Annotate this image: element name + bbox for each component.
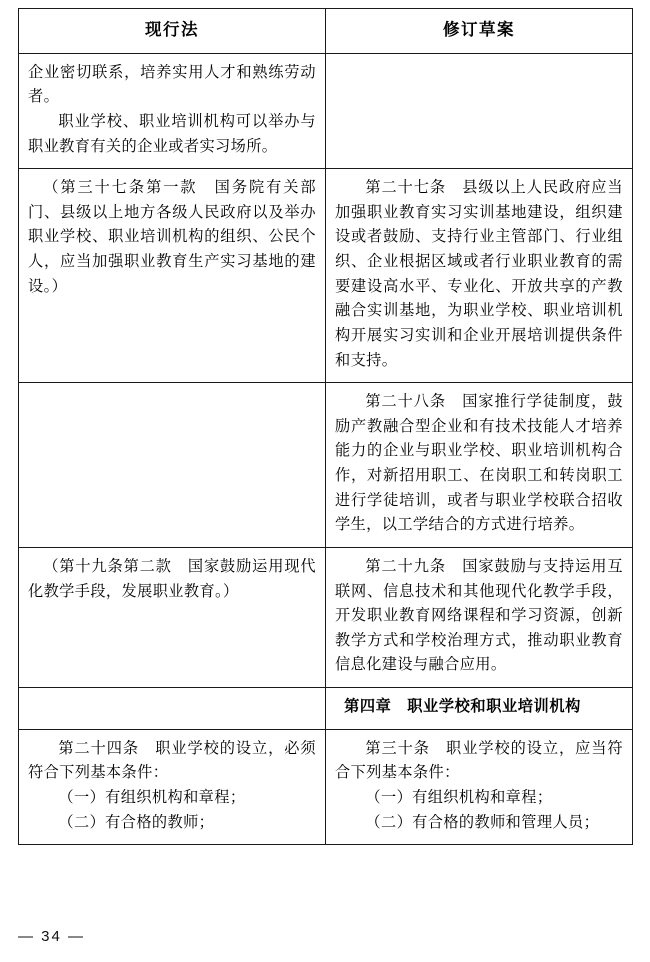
column-header-revised-draft: 修订草案 bbox=[326, 9, 633, 54]
cell-current-law bbox=[19, 383, 326, 548]
cell-current-law bbox=[19, 547, 326, 687]
cell-current-law bbox=[19, 729, 326, 845]
table-header bbox=[19, 9, 633, 54]
cell-current-law bbox=[19, 53, 326, 169]
cell-revised-draft bbox=[326, 383, 633, 548]
page-number: — 34 — bbox=[18, 928, 86, 945]
paragraph: 第二十四条 职业学校的设立，必须符合下列基本条件： bbox=[28, 739, 316, 782]
paragraph: 职业学校、职业培训机构可以举办与职业教育有关的企业或者实习场所。 bbox=[28, 112, 316, 155]
paragraph: （二）有合格的教师； bbox=[58, 813, 215, 831]
table-row bbox=[19, 729, 633, 845]
paragraph: 第二十七条 县级以上人民政府应当加强职业教育实习实训基地建设，组织建设或者鼓励、支持行业主管部门、行业组织、企业根据区域或者行业职业教育的需要建设高水平、专业化、开放共享的产教融合实训基地，为职业学校、职业培训机构开展实习实训和企业开展培训提供条件和支持。 bbox=[335, 179, 623, 369]
paragraph: （第三十七条第一款 国务院有关部门、县级以上地方各级人民政府以及举办职业学校、职业培训机构的组织、公民个人，应当加强职业教育生产实习基地的建设。） bbox=[28, 179, 316, 295]
table-row bbox=[19, 383, 633, 548]
cell-revised-draft bbox=[326, 53, 633, 169]
table-header-row bbox=[19, 9, 633, 54]
cell-revised-draft bbox=[326, 547, 633, 687]
cell-current-law bbox=[19, 688, 326, 730]
cell-revised-draft bbox=[326, 169, 633, 383]
table-row bbox=[19, 53, 633, 169]
paragraph: （第十九条第二款 国家鼓励运用现代化教学手段，发展职业教育。） bbox=[28, 557, 316, 600]
table-row bbox=[19, 688, 633, 730]
paragraph: 第三十条 职业学校的设立，应当符合下列基本条件： bbox=[335, 739, 623, 782]
chapter-title: 第四章 职业学校和职业培训机构 bbox=[344, 698, 581, 716]
paragraph: （二）有合格的教师和管理人员； bbox=[365, 813, 600, 831]
table-body bbox=[19, 53, 633, 845]
paragraph: 第二十八条 国家推行学徒制度，鼓励产教融合型企业和有技术技能人才培养能力的企业与职业学校、职业培训机构合作，对新招用职工、在岗职工和转岗职工进行学徒培训，或者与职业学校联合招收学生，以工学结合的方式进行培养。 bbox=[335, 393, 623, 534]
comparison-table bbox=[18, 8, 633, 845]
paragraph: （一）有组织机构和章程； bbox=[365, 788, 553, 806]
cell-current-law bbox=[19, 169, 326, 383]
cell-chapter-heading bbox=[326, 688, 633, 730]
table-row bbox=[19, 169, 633, 383]
column-header-current-law: 现行法 bbox=[19, 9, 326, 54]
paragraph: （一）有组织机构和章程； bbox=[58, 788, 246, 806]
paragraph: 第二十九条 国家鼓励与支持运用互联网、信息技术和其他现代化教学手段，开发职业教育网络课程和学习资源，创新教学方式和学校治理方式，推动职业教育信息化建设与融合应用。 bbox=[335, 557, 623, 674]
paragraph: 企业密切联系，培养实用人才和熟练劳动者。 bbox=[28, 63, 316, 106]
cell-revised-draft bbox=[326, 729, 633, 845]
table-row bbox=[19, 547, 633, 687]
